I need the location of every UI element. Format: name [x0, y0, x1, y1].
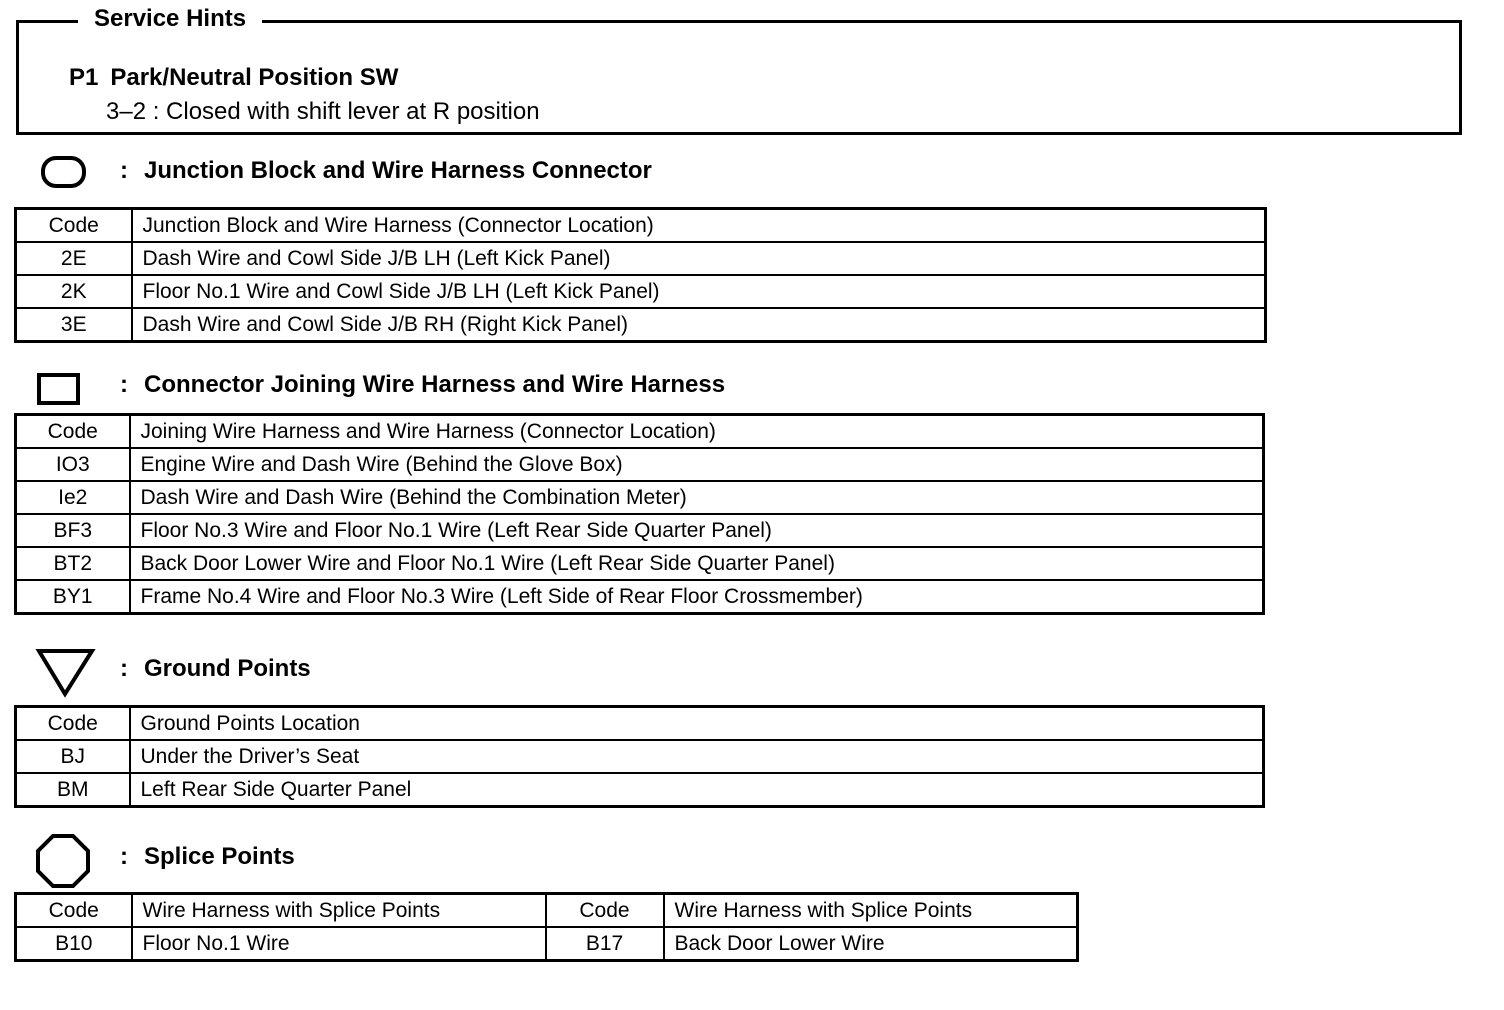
description-cell: Floor No.1 Wire and Cowl Side J/B LH (Left Kick Panel) — [132, 275, 1266, 308]
description-cell: Left Rear Side Quarter Panel — [130, 773, 1264, 807]
description-cell: Floor No.1 Wire — [132, 927, 546, 961]
table-row — [16, 448, 1264, 481]
hint-note: 3–2 : Closed with shift lever at R position — [106, 98, 540, 125]
description-cell: Engine Wire and Dash Wire (Behind the Glove Box) — [130, 448, 1264, 481]
ground-table — [14, 705, 1265, 808]
column-header: Code — [16, 209, 132, 243]
code-cell: BM — [16, 773, 130, 807]
column-header: Wire Harness with Splice Points — [132, 894, 546, 928]
junction-title: Junction Block and Wire Harness Connector — [144, 157, 652, 184]
code-cell: Ie2 — [16, 481, 130, 514]
code-cell: 2K — [16, 275, 132, 308]
description-cell: Dash Wire and Cowl Side J/B RH (Right Kick Panel) — [132, 308, 1266, 342]
code-cell: B10 — [16, 927, 132, 961]
description-cell: Dash Wire and Cowl Side J/B LH (Left Kick Panel) — [132, 242, 1266, 275]
table-header-row — [16, 707, 1264, 741]
splice-colon: : — [120, 843, 128, 870]
ground-colon: : — [120, 655, 128, 682]
code-cell: IO3 — [16, 448, 130, 481]
table-row — [16, 547, 1264, 580]
rounded-rectangle-icon — [38, 152, 90, 192]
junction-section-heading — [120, 156, 652, 186]
column-header: Code — [16, 894, 132, 928]
column-header: Junction Block and Wire Harness (Connector Location) — [132, 209, 1266, 243]
splice-table — [14, 892, 1079, 962]
table-row — [16, 773, 1264, 807]
table-header-row — [16, 415, 1264, 449]
table-row — [16, 740, 1264, 773]
part-name: Park/Neutral Position SW — [110, 64, 399, 91]
junction-colon: : — [120, 157, 128, 184]
junction-table — [14, 207, 1267, 343]
table-row — [16, 275, 1266, 308]
code-cell: B17 — [546, 927, 664, 961]
connector-table — [14, 413, 1265, 615]
ground-title: Ground Points — [144, 655, 311, 682]
splice-section-heading — [120, 842, 295, 872]
service-hints-box — [16, 20, 1462, 135]
table-row — [16, 242, 1266, 275]
table-row — [16, 308, 1266, 342]
description-cell: Floor No.3 Wire and Floor No.1 Wire (Left Rear Side Quarter Panel) — [130, 514, 1264, 547]
code-cell: BT2 — [16, 547, 130, 580]
code-cell: BJ — [16, 740, 130, 773]
description-cell: Frame No.4 Wire and Floor No.3 Wire (Left Side of Rear Floor Crossmember) — [130, 580, 1264, 614]
column-header: Code — [16, 707, 130, 741]
description-cell: Back Door Lower Wire and Floor No.1 Wire (Left Rear Side Quarter Panel) — [130, 547, 1264, 580]
description-cell: Back Door Lower Wire — [664, 927, 1078, 961]
table-row — [16, 580, 1264, 614]
code-cell: BF3 — [16, 514, 130, 547]
down-triangle-icon — [35, 646, 97, 698]
part-heading — [69, 63, 398, 93]
splice-title: Splice Points — [144, 843, 295, 870]
connector-title: Connector Joining Wire Harness and Wire Harness — [144, 371, 726, 398]
code-cell: 3E — [16, 308, 132, 342]
description-cell: Under the Driver’s Seat — [130, 740, 1264, 773]
code-cell: 2E — [16, 242, 132, 275]
octagon-icon — [34, 832, 92, 890]
service-hints-title: Service Hints — [78, 4, 262, 34]
table-row — [16, 481, 1264, 514]
column-header: Code — [16, 415, 130, 449]
connector-colon: : — [120, 371, 128, 398]
table-header-row — [16, 894, 1078, 928]
column-header: Code — [546, 894, 664, 928]
column-header: Ground Points Location — [130, 707, 1264, 741]
code-cell: BY1 — [16, 580, 130, 614]
column-header: Joining Wire Harness and Wire Harness (Connector Location) — [130, 415, 1264, 449]
table-header-row — [16, 209, 1266, 243]
part-code: P1 — [69, 64, 99, 91]
table-row — [16, 927, 1078, 961]
table-row — [16, 514, 1264, 547]
column-header: Wire Harness with Splice Points — [664, 894, 1078, 928]
ground-section-heading — [120, 654, 311, 684]
connector-section-heading — [120, 370, 725, 400]
description-cell: Dash Wire and Dash Wire (Behind the Combination Meter) — [130, 481, 1264, 514]
rectangle-icon — [34, 371, 84, 407]
